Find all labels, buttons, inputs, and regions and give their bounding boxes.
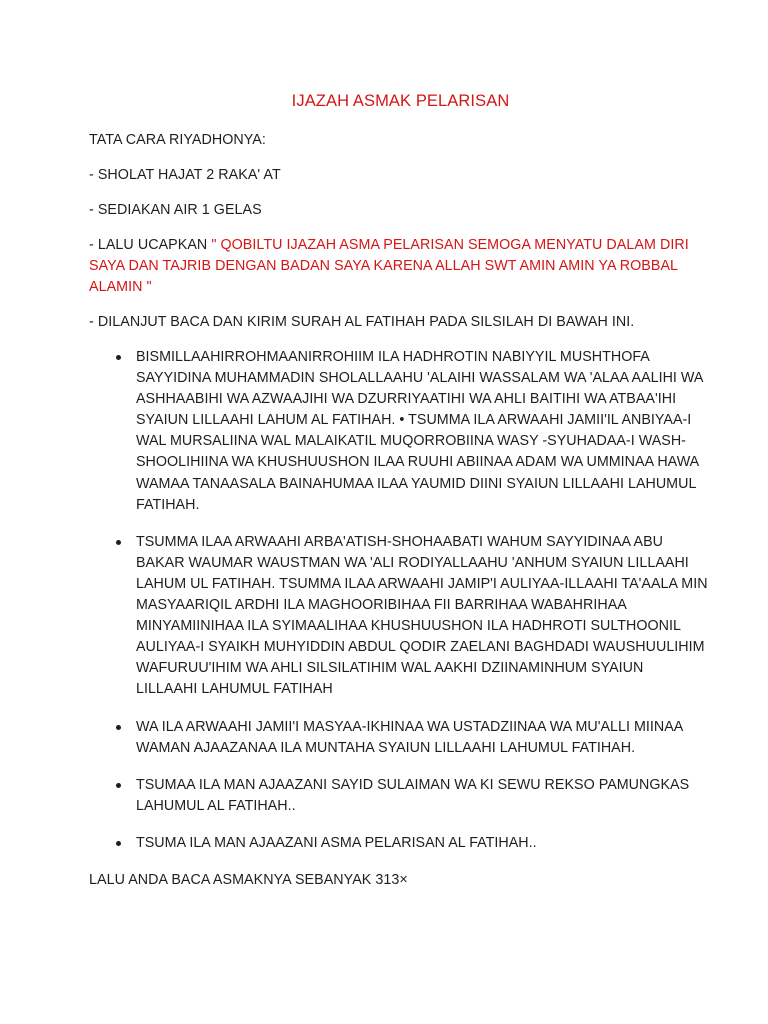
silsilah-item-text: BISMILLAAHIRROHMAANIRROHIIM ILA HADHROTIN NABIYYIL MUSHTHOFA SAYYIDINA MUHAMMADIN SHOLALLAAHU 'ALAIHI WASSALAM WA 'ALAA AALIHI WA ASHHAABIHI WA AZWAAJIHI WA DZURRIYAATIHI WA AHLI BAITIHI WA ATBAA'IHI SYAIUN LILLAAHI LAHUM AL FATIHAH. • TSUMMA ILA ARWAAHI JAMII'IL ANBIYAA-I WAL MURSALIINA WAL MALAIKATIL MUQORROBIINA WASY -SYUHADAA-I WASH- SHOOLIHIINA WA KHUSHUUSHON ILAA RUUHI ABIINAA ADAM WA UMMINAA HAWA WAMAA TANAASALA BAINAHUMAA ILAA YAUMID DIINI SYAIUN LILLAAHI LAHUMUL FATIHAH. [136,349,703,513]
step-lalu-ucapkan-prefix: - LALU UCAPKAN [89,237,212,253]
bullet-icon [116,783,121,788]
silsilah-item-2 [89,532,708,701]
silsilah-item-1 [89,347,708,516]
procedure-heading: TATA CARA RIYADHONYA: [89,132,266,148]
closing-instruction: LALU ANDA BACA ASMAKNYA SEBANYAK 313× [89,871,408,888]
silsilah-item-4 [89,775,708,817]
silsilah-item-text: TSUMA ILA MAN AJAAZANI ASMA PELARISAN AL FATIHAH.. [136,834,537,851]
silsilah-item-3 [89,717,708,759]
step-lalu-ucapkan [89,235,708,298]
silsilah-item-text: TSUMAA ILA MAN AJAAZANI SAYID SULAIMAN WA KI SEWU REKSO PAMUNGKAS LAHUMUL AL FATIHAH.. [136,776,690,814]
silsilah-item-text: WA ILA ARWAAHI JAMII'I MASYAA-IKHINAA WA USTADZIINAA WA MU'ALLI MIINAA WAMAN AJAAZANAA ILA MUNTAHA SYAIUN LILLAAHI LAHUMUL FATIHAH. [136,718,683,756]
bullet-icon [116,540,121,545]
bullet-icon [116,725,121,730]
bullet-icon [116,841,121,846]
step-baca-fatihah: - DILANJUT BACA DAN KIRIM SURAH AL FATIHAH PADA SILSILAH DI BAWAH INI. [89,314,635,330]
silsilah-list [89,347,708,854]
ijazah-quote: " QOBILTU IJAZAH ASMA PELARISAN SEMOGA MENYATU DALAM DIRI SAYA DAN TAJRIB DENGAN BADAN SAYA KARENA ALLAH SWT AMIN AMIN YA ROBBAL ALAMIN " [89,237,689,295]
silsilah-item-text: TSUMMA ILAA ARWAAHI ARBA'ATISH-SHOHAABATI WAHUM SAYYIDINAA ABU BAKAR WAUMAR WAUSTMAN WA 'ALI RODIYALLAAHU 'ANHUM SYAIUN LILLAAHI LAHUM UL FATIHAH. TSUMMA ILAA ARWAAHI JAMIP'I AULIYAA-ILLAAHI TA'AALA MIN MASYAARIQIL ARDHI ILA MAGHOORIBIHAA FII BARRIHAA WABAHRIHAA MINYAMIINIHAA ILA SYIMAALIHAA KHUSHUUSHON ILA HADHROTI SULTHOONIL AULIYAA-I SYAIKH MUHYIDDIN ABDUL QODIR ZAELANI BAGHDADI WAUSHUULIHIM WAFURUU'IHIM WA AHLI SILSILATIHIM WAL AAKHI DZIINAMINHUM SYAIUN LILLAAHI LAHUMUL FATIHAH [136,533,708,698]
silsilah-item-5 [89,833,708,854]
bullet-icon [116,355,121,360]
step-sholat-hajat: - SHOLAT HAJAT 2 RAKA' AT [89,167,281,183]
step-sediakan-air: - SEDIAKAN AIR 1 GELAS [89,202,262,218]
document-title: IJAZAH ASMAK PELARISAN [291,92,510,110]
